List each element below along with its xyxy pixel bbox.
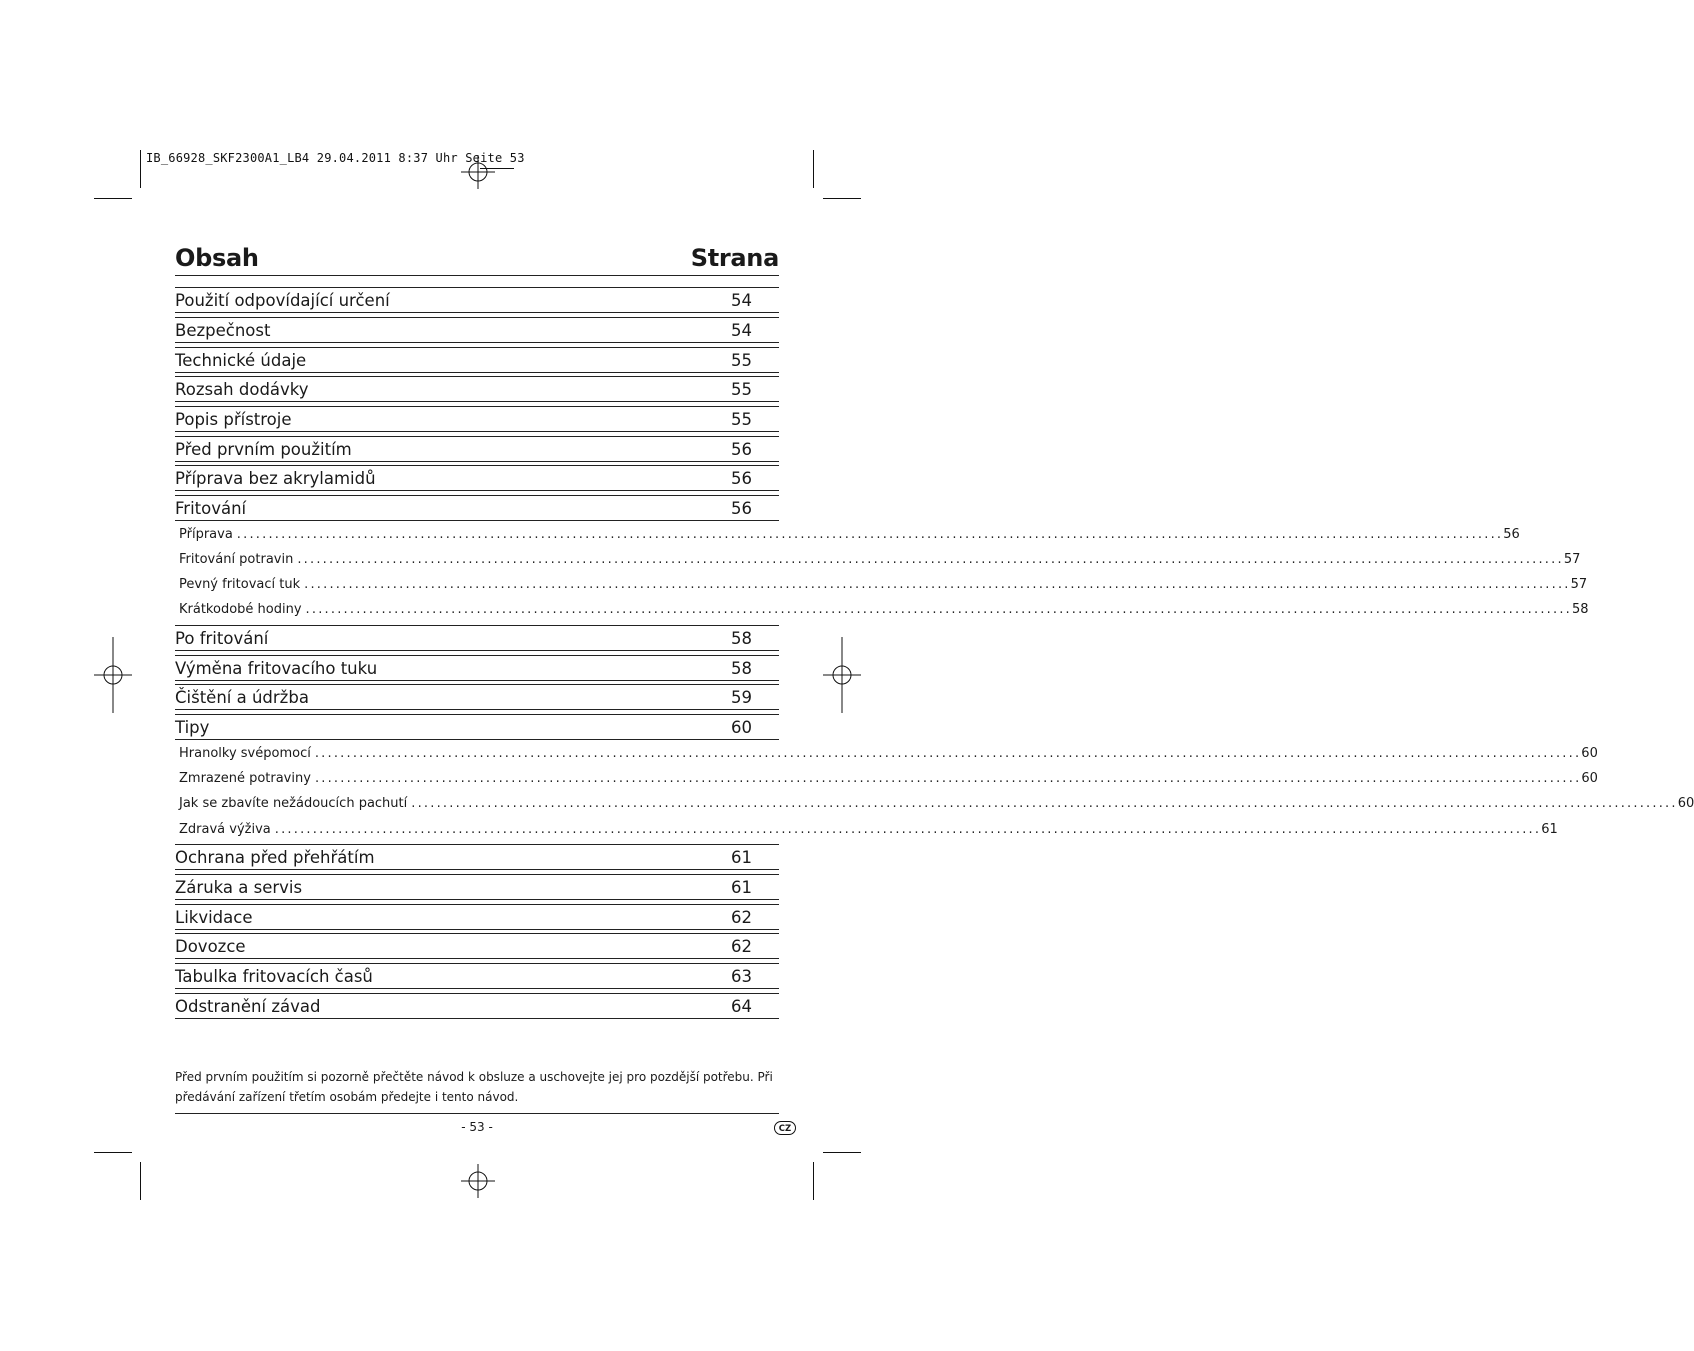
toc-entry bbox=[175, 287, 779, 313]
toc-entry-page: 64 bbox=[731, 996, 752, 1016]
toc-entry-title: Odstranění závad bbox=[175, 996, 321, 1016]
dot-leader: ........................................................................................................................................................................................................ bbox=[305, 602, 1572, 617]
toc-entry bbox=[175, 963, 779, 989]
toc-entry bbox=[175, 874, 779, 900]
toc-subentry-page: 61 bbox=[1541, 822, 1558, 837]
toc-entry bbox=[175, 436, 779, 462]
dot-leader: ........................................................................................................................................................................................................ bbox=[236, 527, 1504, 542]
toc-entry-title: Popis přístroje bbox=[175, 409, 292, 429]
toc-entry bbox=[175, 933, 779, 959]
toc-entry-page: 59 bbox=[731, 687, 752, 707]
toc-subentry-title: Zmrazené potraviny bbox=[179, 771, 311, 786]
toc-entry-title: Výměna fritovacího tuku bbox=[175, 658, 378, 678]
page-column-title: Strana bbox=[690, 244, 779, 272]
toc-entry bbox=[175, 406, 779, 432]
toc-entry-page: 54 bbox=[731, 290, 752, 310]
dot-leader: ........................................................................................................................................................................................................ bbox=[304, 577, 1571, 592]
toc-subentry-title: Hranolky svépomocí bbox=[179, 746, 311, 761]
toc-entry-page: 56 bbox=[731, 498, 752, 518]
registration-mark-icon bbox=[823, 637, 861, 713]
print-header-underline bbox=[480, 168, 514, 169]
toc-entry bbox=[175, 844, 779, 870]
crop-mark bbox=[813, 150, 814, 188]
toc-entry-title: Příprava bez akrylamidů bbox=[175, 468, 376, 488]
dot-leader: ........................................................................................................................................................................................................ bbox=[314, 746, 1582, 761]
toc-subentry bbox=[179, 817, 1558, 837]
heading-rule bbox=[175, 275, 779, 276]
footer-rule bbox=[175, 1113, 779, 1114]
toc-entry-title: Tabulka fritovacích časů bbox=[175, 966, 373, 986]
dot-leader: ........................................................................................................................................................................................................ bbox=[274, 822, 1542, 837]
toc-subentry-page: 60 bbox=[1677, 796, 1694, 811]
crop-mark bbox=[823, 198, 861, 199]
toc-subentry bbox=[179, 766, 1598, 786]
toc-subentry-title: Jak se zbavíte nežádoucích pachutí bbox=[179, 796, 408, 811]
toc-entry-title: Ochrana před přehřátím bbox=[175, 847, 375, 867]
toc-entry-title: Rozsah dodávky bbox=[175, 379, 309, 399]
toc-entry-page: 61 bbox=[731, 877, 752, 897]
toc-entry bbox=[175, 465, 779, 491]
page-number: - 53 - bbox=[461, 1120, 493, 1134]
toc-subentry bbox=[179, 741, 1598, 761]
toc-entry-page: 56 bbox=[731, 439, 752, 459]
registration-mark-icon bbox=[461, 1164, 495, 1198]
toc-entry-page: 62 bbox=[731, 907, 752, 927]
crop-mark bbox=[823, 1152, 861, 1153]
toc-entry-page: 55 bbox=[731, 350, 752, 370]
toc-subentry-page: 60 bbox=[1581, 771, 1598, 786]
language-badge: CZ bbox=[774, 1121, 796, 1135]
dot-leader: ........................................................................................................................................................................................................ bbox=[314, 771, 1582, 786]
toc-subentry-page: 57 bbox=[1563, 552, 1581, 567]
toc-entry-page: 60 bbox=[731, 717, 752, 737]
toc-entry bbox=[175, 904, 779, 930]
toc-entry bbox=[175, 655, 779, 681]
toc-entry-page: 54 bbox=[731, 320, 752, 340]
crop-mark bbox=[140, 150, 141, 188]
toc-entry-title: Použití odpovídající určení bbox=[175, 290, 390, 310]
toc-subentry-title: Fritování potravin bbox=[179, 552, 294, 567]
toc-entry bbox=[175, 347, 779, 373]
crop-mark bbox=[813, 1162, 814, 1200]
toc-subentry bbox=[179, 791, 1694, 811]
toc-entry bbox=[175, 317, 779, 343]
toc-entry-page: 58 bbox=[731, 658, 752, 678]
registration-mark-icon bbox=[94, 637, 132, 713]
crop-mark bbox=[140, 1162, 141, 1200]
toc-entry-title: Před prvním použitím bbox=[175, 439, 352, 459]
dot-leader: ........................................................................................................................................................................................................ bbox=[411, 796, 1678, 811]
dot-leader: ........................................................................................................................................................................................................ bbox=[297, 552, 1564, 567]
toc-subentry-page: 56 bbox=[1503, 527, 1520, 542]
toc-entry bbox=[175, 684, 779, 710]
toc-entry-page: 61 bbox=[731, 847, 752, 867]
toc-subentry-title: Příprava bbox=[179, 527, 233, 542]
toc-entry-title: Likvidace bbox=[175, 907, 253, 927]
toc-entry-page: 62 bbox=[731, 936, 752, 956]
toc-entry-page: 55 bbox=[731, 409, 752, 429]
toc-entry-title: Po fritování bbox=[175, 628, 269, 648]
crop-mark bbox=[94, 1152, 132, 1153]
toc-entry-title: Fritování bbox=[175, 498, 247, 518]
toc-subentry-page: 60 bbox=[1581, 746, 1598, 761]
toc-entry-title: Technické údaje bbox=[175, 350, 307, 370]
toc-subentry-page: 57 bbox=[1570, 577, 1588, 592]
toc-entry-page: 56 bbox=[731, 468, 752, 488]
toc-entry-page: 58 bbox=[731, 628, 752, 648]
toc-entry-title: Tipy bbox=[175, 717, 210, 737]
toc-subentry-title: Krátkodobé hodiny bbox=[179, 602, 302, 617]
toc-entry-title: Čištění a údržba bbox=[175, 687, 309, 707]
toc-entry bbox=[175, 625, 779, 651]
toc-entry-title: Dovozce bbox=[175, 936, 246, 956]
toc-entry-title: Bezpečnost bbox=[175, 320, 271, 340]
toc-entry bbox=[175, 993, 779, 1019]
toc-title: Obsah bbox=[175, 244, 259, 272]
toc-subentry bbox=[179, 572, 1588, 592]
toc-entry bbox=[175, 495, 779, 521]
usage-note: Před prvním použitím si pozorně přečtěte návod k obsluze a uschovejte jej pro pozdější potřebu. Při předávání zařízení třetím osobám předejte i tento návod. bbox=[175, 1070, 773, 1104]
toc-subentry bbox=[179, 547, 1581, 567]
toc-entry-page: 55 bbox=[731, 379, 752, 399]
toc-entry bbox=[175, 714, 779, 740]
crop-mark bbox=[94, 198, 132, 199]
toc-entry-title: Záruka a servis bbox=[175, 877, 303, 897]
toc-entry-page: 63 bbox=[731, 966, 752, 986]
toc-subentry-title: Zdravá výživa bbox=[179, 822, 271, 837]
toc-subentry-page: 58 bbox=[1572, 602, 1589, 617]
toc-entry bbox=[175, 376, 779, 402]
toc-subentry bbox=[179, 597, 1589, 617]
print-header: IB_66928_SKF2300A1_LB4 29.04.2011 8:37 Uhr Seite 53 bbox=[146, 151, 525, 165]
toc-subentry-title: Pevný fritovací tuk bbox=[179, 577, 301, 592]
toc-subentry bbox=[179, 522, 1520, 542]
